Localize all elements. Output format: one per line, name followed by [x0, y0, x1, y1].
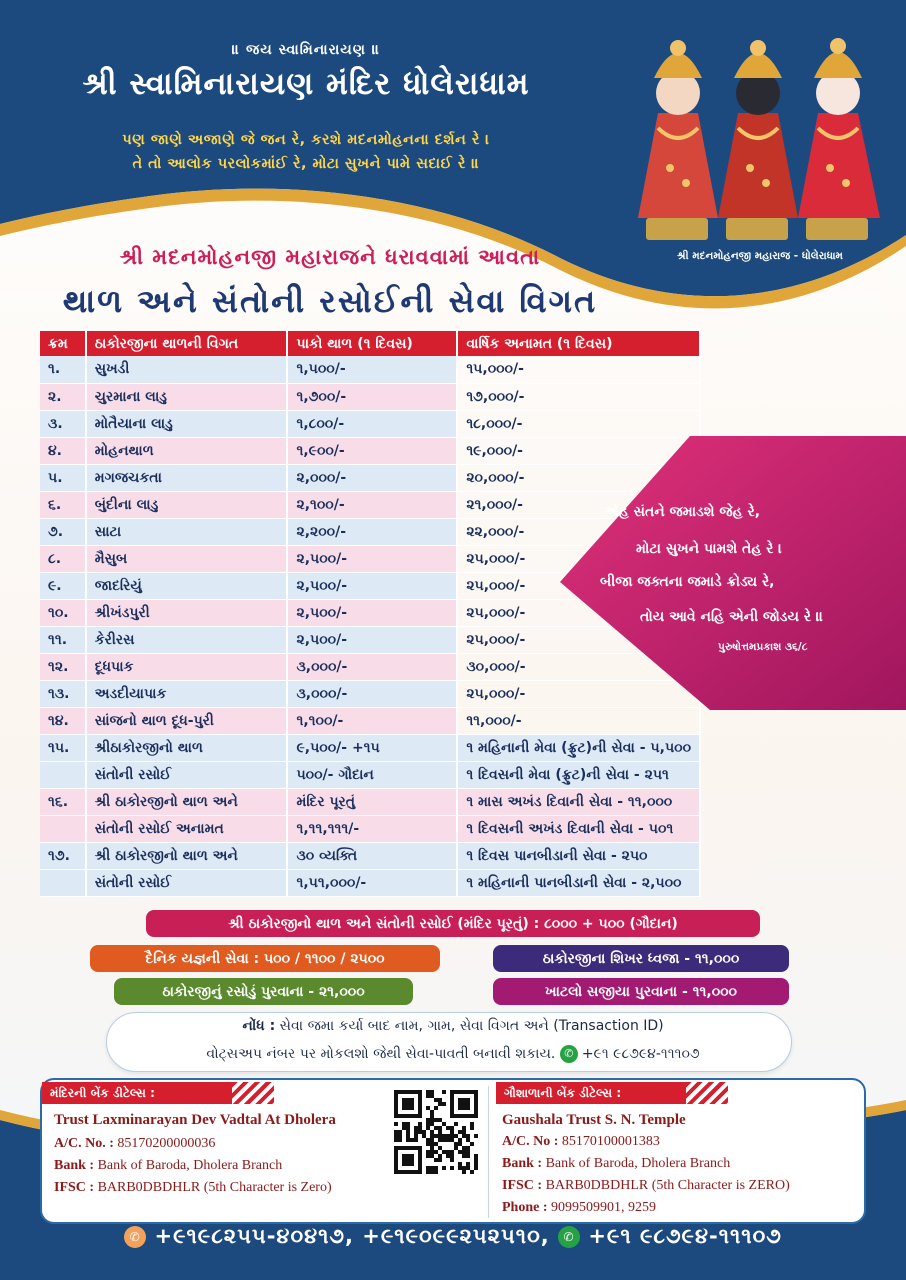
table-cell: સંતોની રસોઈ અનામત [86, 815, 288, 842]
footer-phone-2[interactable]: +૯૧૯૦૯૯૨૫૨૫૧૦, [362, 1224, 550, 1248]
note-line-1 [0, 1018, 906, 1034]
chant: ॥ જય સ્વામિનારાયણ ॥ [231, 42, 381, 58]
quote-source: પુરુષોત્તમપ્રકાશ ૩૬/૮ [718, 641, 808, 653]
phone-number: 9099509901, 9259 [551, 1200, 656, 1215]
table-cell: ૨૦,૦૦૦/- [457, 464, 700, 491]
account-number: 85170100001383 [561, 1134, 660, 1149]
table-cell: બુંદીના લાડુ [86, 491, 288, 518]
note-label: નોંધ : [242, 1018, 276, 1034]
table-cell: ૭. [40, 518, 86, 545]
table-cell: ૧,૭૦૦/- [287, 383, 457, 410]
table-cell: સંતોની રસોઈ [86, 761, 288, 788]
table-cell: ૨૫,૦૦૦/- [457, 572, 700, 599]
temple-account [54, 1136, 215, 1152]
table-row [40, 788, 700, 815]
table-cell: ૨,૫૦૦/- [287, 626, 457, 653]
table-cell: ૧ મહિનાની પાનબીડાની સેવા - ૨,૫૦૦ [457, 869, 700, 896]
account-number: 85170200000036 [117, 1136, 216, 1151]
table-cell: ૨,૫૦૦/- [287, 572, 457, 599]
deity-caption: શ્રી મદનમોહનજી મહારાજ - ધોલેરાધામ [677, 250, 843, 262]
table-cell: ૧ દિવસની મેવા (ફ્રુટ)ની સેવા - ૨૫૧ [457, 761, 700, 788]
table-cell: શ્રીઠાકોરજીનો થાળ [86, 734, 288, 761]
table-row [40, 815, 700, 842]
bank-label: Bank : [54, 1158, 95, 1173]
table-cell: દૂધપાક [86, 653, 288, 680]
table-cell: ૧૧,૦૦૦/- [457, 707, 700, 734]
temple-bank [54, 1158, 282, 1174]
table-cell: મૈસુબ [86, 545, 288, 572]
table-cell: ૨,૦૦૦/- [287, 464, 457, 491]
table-cell: મગજચકતા [86, 464, 288, 491]
table-cell: ૨૨,૦૦૦/- [457, 518, 700, 545]
table-cell: ૧૭. [40, 842, 86, 869]
table-cell: શ્રીખંડપુરી [86, 599, 288, 626]
page-subtitle: શ્રી મદનમોહનજી મહારાજને ધરાવવામાં આવતા [119, 245, 541, 269]
bank-name: Bank of Baroda, Dholera Branch [545, 1156, 731, 1171]
table-cell: ૧ દિવસ પાનબીડાની સેવા - ૨૫૦ [457, 842, 700, 869]
table-cell: ૫૦૦/- ગૌદાન [287, 761, 457, 788]
footer-phone-3[interactable]: +૯૧ ૯૮૭૯૪-૧૧૧૦૭ [588, 1224, 782, 1248]
table-cell: સુખડી [86, 356, 288, 383]
table-cell [40, 869, 86, 896]
table-cell: ૧૩. [40, 680, 86, 707]
table-cell: સાટા [86, 518, 288, 545]
note-text-2: વોટ્સઅપ નંબર પર મોકલશો જેથી સેવા-પાવતી બનાવી શકાય. [206, 1046, 556, 1062]
table-row [40, 761, 700, 788]
note-line-2 [0, 1045, 906, 1063]
ifsc-label: IFSC : [502, 1178, 543, 1193]
kitchen-service-pill: ઠાકોરજીનું રસોડું પુરવાના - ૨૧,૦૦૦ [114, 978, 413, 1005]
table-cell: ૨૧,૦૦૦/- [457, 491, 700, 518]
table-cell: ૩. [40, 410, 86, 437]
table-cell: શ્રી ઠાકોરજીનો થાળ અને [86, 788, 288, 815]
account-label: A/C. No : [502, 1134, 559, 1149]
page-title: થાળ અને સંતોની રસોઈની સેવા વિગત [62, 282, 598, 320]
table-cell: ૨૫,૦૦૦/- [457, 545, 700, 572]
table-cell: ૩,૦૦૦/- [287, 653, 457, 680]
table-cell: ૧ દિવસની અખંડ દિવાની સેવા - ૫૦૧ [457, 815, 700, 842]
gaushala-bank-tag: ગૌશાળાની બેંક ડીટેલ્સ : [496, 1082, 686, 1104]
table-cell: ૧૫,૦૦૦/- [457, 356, 700, 383]
table-cell: જાદરિયું [86, 572, 288, 599]
table-cell: સાંજનો થાળ દૂધ-પુરી [86, 707, 288, 734]
table-cell: ૨૫,૦૦૦/- [457, 626, 700, 653]
phone-label: Phone : [502, 1200, 548, 1215]
table-cell: ૧૪. [40, 707, 86, 734]
table-row [40, 734, 700, 761]
quote-line-4: તોય આવે નહિ એની જોડય રે ॥ [640, 609, 824, 625]
table-row [40, 383, 700, 410]
table-cell: ૨. [40, 383, 86, 410]
table-cell: ૩,૦૦૦/- [287, 680, 457, 707]
quote-box [560, 432, 906, 710]
table-cell: ૧,૧૦૦/- [287, 707, 457, 734]
column-header: પાકો થાળ (૧ દિવસ) [287, 331, 457, 356]
table-cell: ૨૫,૦૦૦/- [457, 599, 700, 626]
gaushala-ifsc [502, 1178, 790, 1194]
phone-icon: ✆ [124, 1226, 146, 1248]
table-cell: અડદીયાપાક [86, 680, 288, 707]
table-cell: ૯,૫૦૦/- +૧૫ [287, 734, 457, 761]
table-cell: ૧ માસ અખંડ દિવાની સેવા - ૧૧,૦૦૦ [457, 788, 700, 815]
table-cell: ૯. [40, 572, 86, 599]
table-row [40, 842, 700, 869]
table-cell: ૨૫,૦૦૦/- [457, 680, 700, 707]
ifsc-code: BARB0DBDHLR (5th Character is Zero) [97, 1180, 332, 1195]
table-row [40, 869, 700, 896]
note-phone: +૯૧ ૯૮૭૯૪-૧૧૧૦૭ [581, 1046, 700, 1062]
tag-stripe [686, 1082, 728, 1104]
table-cell: ૧૭,૦૦૦/- [457, 383, 700, 410]
table-row [40, 707, 700, 734]
temple-trust-name: Trust Laxminarayan Dev Vadtal At Dholera [54, 1112, 336, 1128]
quote-line-3: બીજા જક્તના જમાડે ક્રોડ્ય રે, [600, 574, 775, 590]
table-cell [40, 815, 86, 842]
ifsc-label: IFSC : [54, 1180, 95, 1195]
table-cell: ૨,૫૦૦/- [287, 545, 457, 572]
table-cell: શ્રી ઠાકોરજીનો થાળ અને [86, 842, 288, 869]
bank-label: Bank : [502, 1156, 543, 1171]
deity-image [618, 18, 898, 243]
whatsapp-icon: ✆ [558, 1226, 580, 1248]
table-cell: ચુરમાના લાડુ [86, 383, 288, 410]
table-cell: ૨,૨૦૦/- [287, 518, 457, 545]
table-cell: ૩૦ વ્યક્તિ [287, 842, 457, 869]
table-cell: ૧૧. [40, 626, 86, 653]
table-cell: ૧ મહિનાની મેવા (ફ્રુટ)ની સેવા - ૫,૫૦૦ [457, 734, 700, 761]
table-row [40, 356, 700, 383]
verse-line-1: પણ જાણે અજાણે જે જન રે, કરશે મદનમોહનના દર્શન રે । [122, 132, 490, 148]
quote-line-2: મોટા સુખને પામશે તેહ રે । [636, 541, 783, 557]
table-cell: ૧,૧૧,૧૧૧/- [287, 815, 457, 842]
table-cell: ૧,૫૦૦/- [287, 356, 457, 383]
table-cell: ૨,૫૦૦/- [287, 599, 457, 626]
table-cell: ૧,૫૧,૦૦૦/- [287, 869, 457, 896]
gaushala-trust-name: Gaushala Trust S. N. Temple [502, 1112, 686, 1128]
qr-code-icon[interactable] [390, 1086, 482, 1178]
table-cell: ૧૫. [40, 734, 86, 761]
table-cell: ૫. [40, 464, 86, 491]
temple-ifsc [54, 1180, 332, 1196]
table-cell: મોતૈયાના લાડુ [86, 410, 288, 437]
account-label: A/C. No. : [54, 1136, 114, 1151]
table-cell: કેરીરસ [86, 626, 288, 653]
table-cell: ૧. [40, 356, 86, 383]
table-cell: ૬. [40, 491, 86, 518]
bank-divider [488, 1086, 489, 1218]
tag-stripe [232, 1082, 274, 1104]
table-cell: ૧૮,૦૦૦/- [457, 410, 700, 437]
note-text-1: સેવા જમા કર્યા બાદ નામ, ગામ, સેવા વિગત અને (Transaction ID) [279, 1018, 664, 1034]
footer-contacts [0, 1224, 906, 1249]
table-cell [40, 761, 86, 788]
table-cell: ૧૦. [40, 599, 86, 626]
table-cell: ૨,૧૦૦/- [287, 491, 457, 518]
gaushala-bank [502, 1156, 730, 1172]
table-cell: સંતોની રસોઈ [86, 869, 288, 896]
table-cell: મંદિર પૂરતું [287, 788, 457, 815]
bank-name: Bank of Baroda, Dholera Branch [97, 1158, 283, 1173]
shikhar-dhaja-pill: ઠાકોરજીના શિખર ધ્વજા - ૧૧,૦૦૦ [493, 945, 789, 972]
table-header-row [40, 331, 700, 356]
temple-bank-tag: મંદિરની બેંક ડીટેલ્સ : [42, 1082, 232, 1104]
table-cell: ૧૬. [40, 788, 86, 815]
temple-name: શ્રી સ્વામિનારાયણ મંદિર ધોલેરાધામ [82, 66, 530, 102]
table-cell: મોહનથાળ [86, 437, 288, 464]
gaushala-account [502, 1134, 660, 1150]
table-cell: ૪. [40, 437, 86, 464]
quote-line-1: એહ સંતને જમાડશે જેહ રે, [604, 504, 761, 520]
whatsapp-icon: ✆ [560, 1045, 578, 1063]
table-cell: ૧,૮૦૦/- [287, 410, 457, 437]
gaushala-phone [502, 1200, 656, 1216]
khatlo-service-pill: ખાટલો સજીયા પુરવાના - ૧૧,૦૦૦ [493, 978, 789, 1005]
combined-service-pill: શ્રી ઠાકોરજીનો થાળ અને સંતોની રસોઈ (મંદિર પૂરતું) : ૮૦૦૦ + ૫૦૦ (ગૌદાન) [146, 910, 760, 937]
footer-phone-1[interactable]: +૯૧૯૮૨૫૫-૪૦૪૧૭, [154, 1224, 354, 1248]
table-cell: ૧૨. [40, 653, 86, 680]
table-cell: ૮. [40, 545, 86, 572]
column-header: ક્રમ [40, 331, 86, 356]
table-cell: ૩૦,૦૦૦/- [457, 653, 700, 680]
table-cell: ૧,૯૦૦/- [287, 437, 457, 464]
column-header: ઠાકોરજીના થાળની વિગત [86, 331, 288, 356]
table-cell: ૧૯,૦૦૦/- [457, 437, 700, 464]
column-header: વાર્ષિક અનામત (૧ દિવસ) [457, 331, 700, 356]
daily-yagna-pill: દૈનિક યજ્ઞની સેવા : ૫૦૦ / ૧૧૦૦ / ૨૫૦૦ [90, 945, 440, 972]
ifsc-code: BARB0DBDHLR (5th Character is ZERO) [545, 1178, 790, 1193]
verse-line-2: તે તો આલોક પરલોકમાંઈ રે, મોટા સુખને પામે સદાઈ રે ॥ [132, 156, 480, 172]
